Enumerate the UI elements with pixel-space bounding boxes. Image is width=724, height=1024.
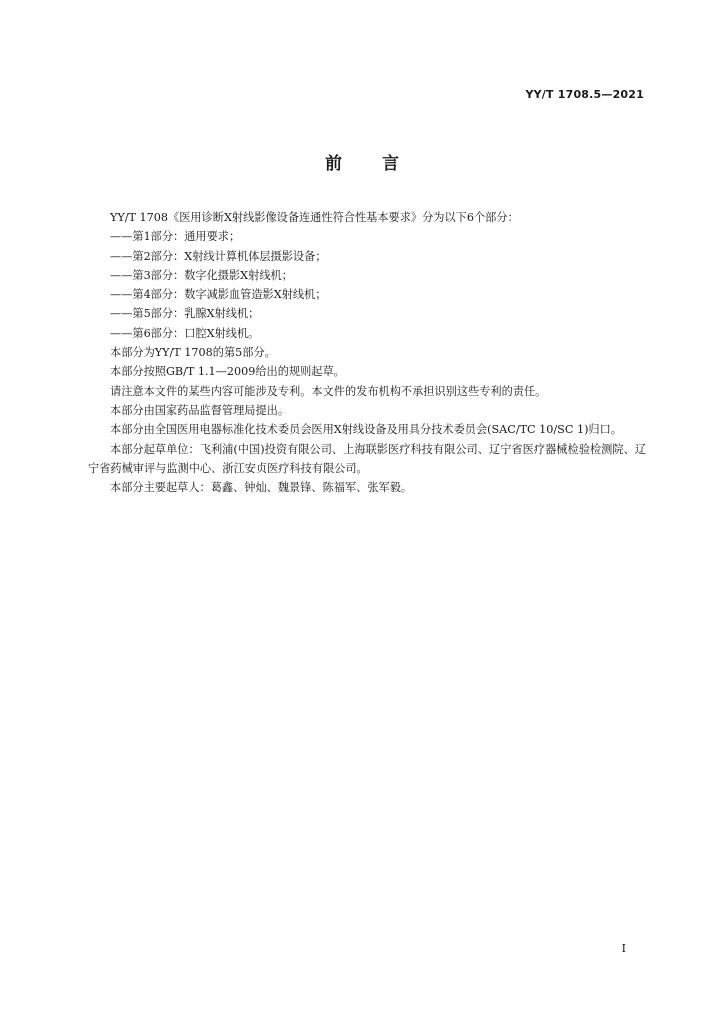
page-title: 前言 — [325, 154, 439, 174]
part-item: ——第6部分：口腔X射线机。 — [110, 326, 260, 340]
body-paragraph: 本部分为YY/T 1708的第5部分。 — [110, 346, 276, 360]
part-item: ——第4部分：数字减影血管造影X射线机； — [110, 288, 327, 302]
part-item: ——第3部分：数字化摄影X射线机； — [110, 268, 293, 282]
body-paragraph: 本部分由全国医用电器标准化技术委员会医用X射线设备及用具分技术委员会(SAC/TC 10/SC 1)归口。 — [110, 423, 622, 437]
standard-code: YY/T 1708.5—2021 — [525, 88, 644, 101]
body-paragraph: 本部分由国家药品监督管理局提出。 — [110, 403, 290, 417]
page-number: I — [621, 942, 626, 955]
part-item: ——第2部分：X射线计算机体层摄影设备； — [110, 249, 327, 263]
foreword-body — [88, 208, 646, 497]
body-paragraph: 请注意本文件的某些内容可能涉及专利。本文件的发布机构不承担识别这些专利的责任。 — [110, 384, 547, 398]
body-paragraph: 本部分起草单位：飞利浦(中国)投资有限公司、上海联影医疗科技有限公司、辽宁省医疗器械检验检测院、辽宁省药械审评与监测中心、浙江安贞医疗科技有限公司。 — [88, 442, 646, 475]
intro-paragraph: YY/T 1708《医用诊断X射线影像设备连通性符合性基本要求》分为以下6个部分： — [110, 211, 519, 224]
part-item: ——第1部分：通用要求； — [110, 230, 241, 244]
part-item: ——第5部分：乳腺X射线机； — [110, 307, 260, 321]
body-paragraph: 本部分主要起草人：葛鑫、钟灿、魏景锋、陈福军、张军毅。 — [110, 481, 413, 495]
body-paragraph: 本部分按照GB/T 1.1—2009给出的规则起草。 — [110, 365, 345, 379]
